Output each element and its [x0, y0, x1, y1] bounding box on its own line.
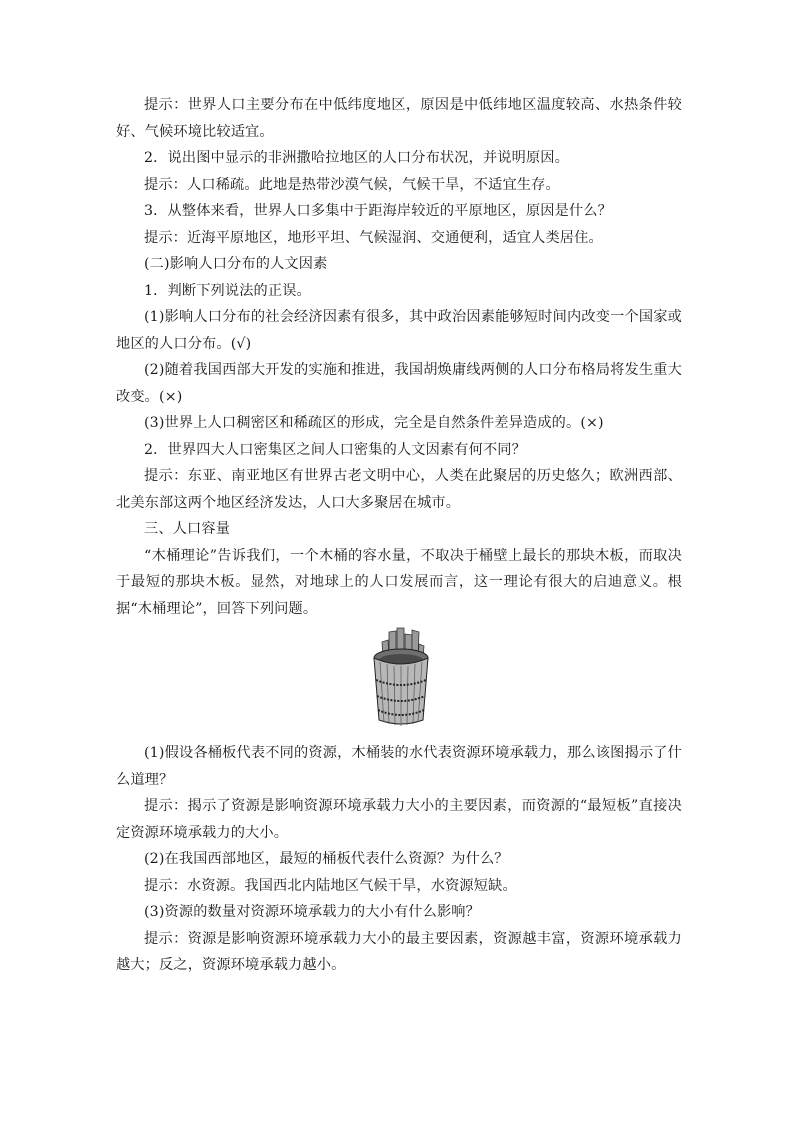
- section-heading: (二)影响人口分布的人文因素: [144, 256, 328, 272]
- paragraph: 提示：水资源。我国西北内陆地区气候干旱，水资源短缺。: [144, 877, 517, 894]
- paragraph: 提示：近海平原地区，地形平坦、气候湿润、交通便利，适宜人类居住。: [144, 229, 603, 246]
- paragraph: (3)世界上人口稠密区和稀疏区的形成，完全是自然条件差异造成的。(×): [144, 415, 604, 431]
- wooden-bucket-illustration: [368, 624, 434, 730]
- paragraph: 提示：资源是影响资源环境承载力大小的最主要因素，资源越丰富，资源环境承载力越大；反之，资源环境承载力越小。: [116, 930, 682, 973]
- paragraph: 提示：揭示了资源是影响资源环境承载力大小的主要因素，而资源的“最短板”直接决定资源环境承载力的大小。: [116, 798, 682, 841]
- paragraph: (1)影响人口分布的社会经济因素有很多，其中政治因素能够短时间内改变一个国家或地区的人口分布。(√): [116, 309, 682, 352]
- paragraph: 1．判断下列说法的正误。: [144, 282, 311, 299]
- paragraph: 2．说出图中显示的非洲撒哈拉地区的人口分布状况，并说明原因。: [144, 150, 569, 166]
- document-page: [116, 92, 682, 979]
- paragraph: 2．世界四大人口密集区之间人口密集的人文因素有何不同？: [144, 441, 526, 458]
- paragraph: (1)假设各桶板代表不同的资源，木桶装的水代表资源环境承载力，那么该图揭示了什么道理？: [116, 745, 682, 788]
- section-heading: 三、人口容量: [144, 521, 231, 537]
- paragraph: 提示：世界人口主要分布在中低纬度地区，原因是中低纬地区温度较高、水热条件较好、气候环境比较适宜。: [116, 97, 682, 140]
- paragraph: (2)在我国西部地区，最短的桶板代表什么资源？为什么？: [144, 851, 509, 867]
- figure: [116, 624, 682, 734]
- paragraph: (3)资源的数量对资源环境承载力的大小有什么影响？: [144, 904, 480, 920]
- paragraph: 3．从整体来看，世界人口多集中于距海岸较近的平原地区，原因是什么？: [144, 203, 612, 219]
- paragraph: 提示：东亚、南亚地区有世界古老文明中心，人类在此聚居的历史悠久；欧洲西部、北美东部这两个地区经济发达，人口大多聚居在城市。: [116, 468, 682, 511]
- paragraph: (2)随着我国西部大开发的实施和推进，我国胡焕庸线两侧的人口分布格局将发生重大改变。(×): [116, 362, 682, 405]
- paragraph: “木桶理论”告诉我们，一个木桶的容水量，不取决于桶壁上最长的那块木板，而取决于最短的那块木板。显然，对地球上的人口发展而言，这一理论有很大的启迪意义。根据“木桶理论”，回答下列问题。: [116, 547, 682, 617]
- paragraph: 提示：人口稀疏。此地是热带沙漠气候，气候干旱，不适宜生存。: [144, 176, 560, 193]
